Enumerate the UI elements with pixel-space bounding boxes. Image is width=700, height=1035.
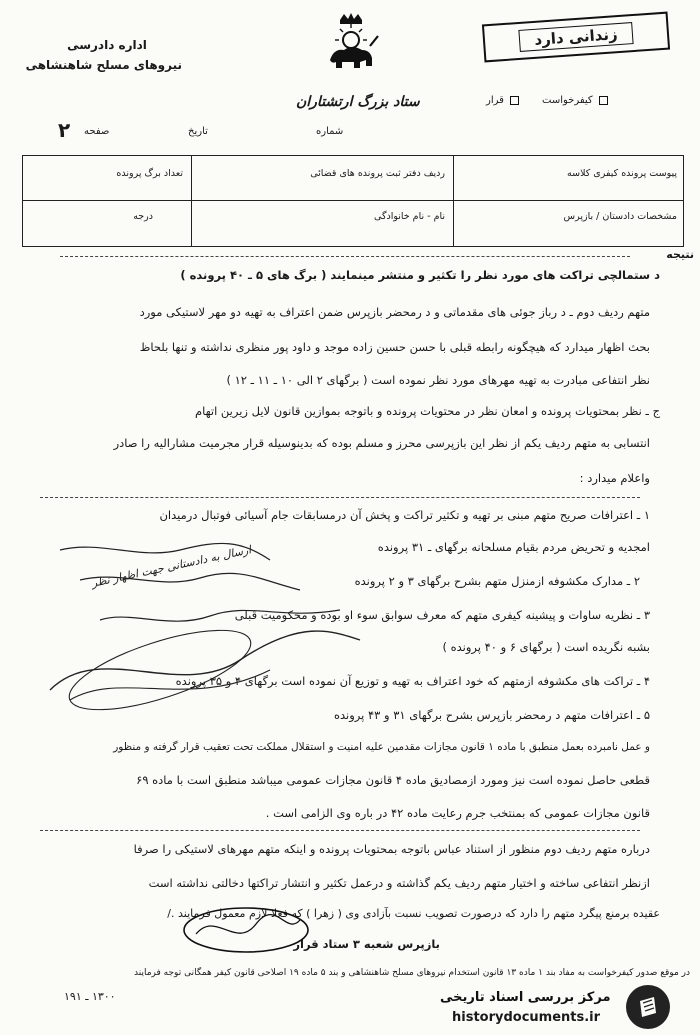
request-label: کیفرخواست bbox=[542, 95, 608, 106]
form-code: ۱۳۰۰ ـ ۱۹۱ bbox=[64, 990, 116, 1003]
name-family-cell: نام - نام خانوادگی bbox=[374, 211, 445, 222]
decision-label: قرار bbox=[486, 95, 519, 106]
result-label: نتیجه bbox=[666, 248, 694, 261]
body-line-3: بحث اظهار میدارد که هیچگونه رابطه قبلی با حسن حسین زاده موجد و داود پور منظری نداشته و تنها بلحاظ bbox=[139, 340, 650, 354]
case-attach-cell: پیوست پرونده کیفری کلاسه bbox=[567, 168, 677, 179]
body-line-19: ازنظر انتفاعی ساخته و اختیار متهم ردیف یکم گذاشته و درعمل تکثیر و انتشار تراکتها دخالتی نداشته است bbox=[148, 876, 650, 890]
org-line-1: اداره دادرسی bbox=[67, 38, 147, 52]
office-name: ستاد بزرگ ارتشتاران bbox=[296, 94, 420, 110]
body-line-7: واعلام میدارد : bbox=[579, 471, 650, 485]
lion-sun-emblem-icon bbox=[322, 10, 380, 74]
footer-note: در موقع صدور کیفرخواست به مفاد بند ۱ ماده ۱۳ قانون استخدام نیروهای مسلح شاهنشاهی و بند ۵ ماده ۱۹ اصلاحی قانون کیفر همگانی توجه فرمایند bbox=[134, 968, 690, 978]
dashed-divider bbox=[60, 256, 630, 257]
body-line-10: ۲ ـ مدارک مکشوفه ازمنزل متهم بشرح برگهای ۳ و ۲ پرونده bbox=[354, 574, 640, 588]
page-label: صفحه bbox=[84, 126, 110, 137]
dashed-divider-3 bbox=[40, 830, 640, 831]
request-checkbox-icon bbox=[599, 96, 608, 105]
signature-line: بازپرس شعبه ۳ ستاد قرار bbox=[293, 937, 440, 951]
prosecutor-specs-cell: مشخصات دادستان / بازپرس bbox=[563, 211, 677, 222]
org-line-2: نیروهای مسلح شاهنشاهی bbox=[25, 58, 182, 72]
body-line-2: متهم ردیف دوم ـ د رباز جوئی های مقدماتی و د رمحضر بازپرس ضمن اعتراف به تهیه دو مهر لاستیکی مورد bbox=[139, 305, 650, 319]
body-line-11: ۳ ـ نظریه ساوات و پیشینه کیفری متهم که معرف سوابق سوء او بوده و محکومیت قبلی bbox=[234, 608, 650, 622]
page-number: ۲ bbox=[58, 118, 71, 142]
archive-center-name: مرکز بررسی اسناد تاریخی bbox=[440, 990, 611, 1005]
archive-logo-icon bbox=[626, 985, 670, 1029]
body-line-20: عقیده برمنع پیگرد متهم را دارد که درصورت تصویب نسبت بآزادی وی ( زهرا ) که فعلا لازم معمول فرمایند ./ bbox=[167, 907, 660, 920]
body-line-12: بشبه نگریده است ( برگهای ۶ و ۴۰ پرونده ) bbox=[442, 640, 650, 654]
body-line-6: انتسابی به متهم ردیف یکم از نظر این بازپرسی محرز و مسلم بوده که بدینوسیله قرار مجرمیت مشارالیه را صادر bbox=[113, 436, 650, 450]
body-line-8: ۱ ـ اعترافات صریح متهم مبنی بر تهیه و تکثیر تراکت و پخش آن درمسابقات جام آسیائی فوتبال درمیدان bbox=[159, 508, 650, 522]
body-line-13: ۴ ـ تراکت های مکشوفه ازمتهم که خود اعتراف به تهیه و توزیع آن نموده است برگهای ۴ و ۳۵ پرونده bbox=[175, 674, 650, 688]
prisoner-stamp bbox=[482, 12, 670, 63]
body-line-17: قانون مجازات عمومی که بمنتخب جرم رعایت ماده ۴۲ در باره وی الزامی است . bbox=[265, 806, 650, 820]
body-line-9: امجدیه و تحریض مردم بقیام مسلحانه برگهای ـ ۳۱ پرونده bbox=[377, 540, 650, 554]
archive-site-url: historydocuments.ir bbox=[452, 1010, 601, 1025]
handwritten-scribble-icon bbox=[40, 520, 370, 720]
body-line-5: ج ـ نظر بمحتویات پرونده و امعان نظر در محتویات پرونده و باتوجه بموازین قانون لایل زیرین اتهام bbox=[194, 404, 660, 418]
rank-cell: درجه bbox=[133, 211, 153, 222]
number-label: شماره bbox=[316, 126, 344, 137]
dashed-divider-2 bbox=[40, 497, 640, 498]
body-line-1: د ستمالچی تراکت های مورد نظر را تکثیر و منتشر مینمایند ( برگ های ۵ ـ ۴۰ پرونده ) bbox=[180, 268, 660, 282]
body-line-4: نظر انتفاعی مبادرت به تهیه مهرهای مورد نظر نموده است ( برگهای ۲ الی ۱۰ ـ ۱۱ ـ ۱۲ ) bbox=[226, 373, 650, 387]
case-info-table bbox=[22, 155, 684, 247]
body-line-16: قطعی حاصل نموده است نیز ومورد ازمصادیق ماده ۴ قانون مجازات عمومی میباشد منطبق است با ماده ۶۹ bbox=[136, 773, 650, 787]
handwritten-note: ارسال به دادستانی جهت اظهار نظر bbox=[90, 543, 253, 590]
decision-checkbox-icon bbox=[510, 96, 519, 105]
body-line-18: درباره متهم ردیف دوم منظور از استناد عباس باتوجه بمحتویات پرونده و اینکه متهم مهرهای لاستیکی را صرفا bbox=[133, 842, 650, 856]
stamp-text: زندانی دارد bbox=[519, 22, 634, 52]
body-line-14: ۵ ـ اعترافات متهم د رمحضر بازپرس بشرح برگهای ۳۱ و ۴۳ پرونده bbox=[333, 708, 650, 722]
date-label: تاریخ bbox=[188, 126, 208, 137]
sheet-count-cell: تعداد برگ پرونده bbox=[116, 168, 183, 179]
register-row-cell: ردیف دفتر ثبت پرونده های قضائی bbox=[310, 168, 445, 179]
signature-icon bbox=[176, 900, 316, 960]
body-line-15: و عمل نامبرده بعمل منطبق با ماده ۱ قانون مجازات مقدمین علیه امنیت و استقلال مملکت تحت تعقیب قرار گرفته و منظور bbox=[113, 741, 650, 753]
